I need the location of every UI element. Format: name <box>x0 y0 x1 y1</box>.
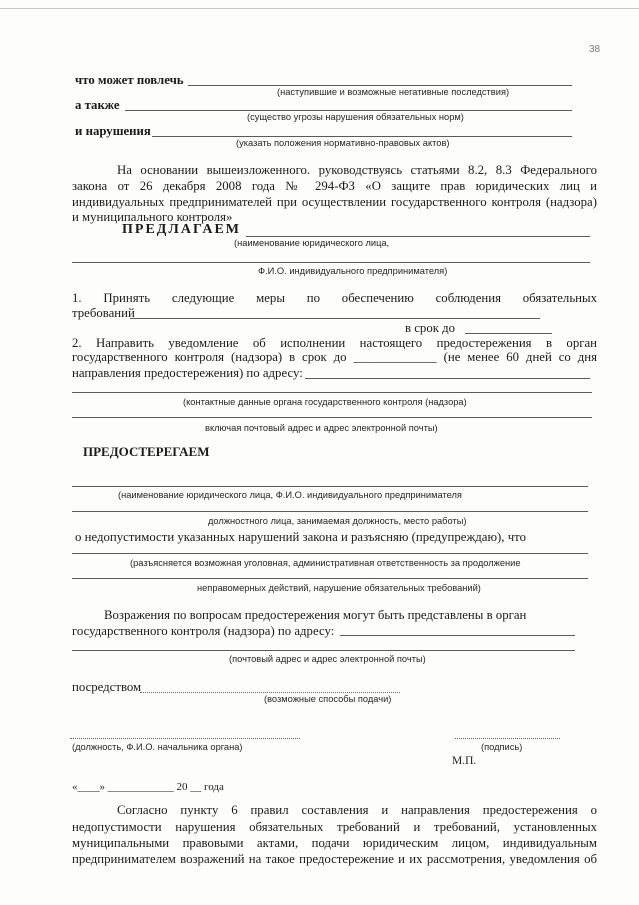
paragraph-line: индивидуальных предпринимателей при осуществлении государственного контроля (надзора) <box>72 195 597 209</box>
also-fill-line <box>125 110 572 111</box>
item-2-caption-2: включая почтовый адрес и адрес электронной почты) <box>205 423 438 433</box>
objections-fill-line <box>72 650 575 651</box>
item-1-line: 1. Принять следующие меры по обеспечению соблюдения обязательных <box>72 291 597 305</box>
consequences-label: что может повлечь <box>75 73 184 87</box>
position-sign-line <box>70 738 300 739</box>
warn-fill-line-3 <box>72 553 588 554</box>
signature-caption: (подпись) <box>481 742 523 752</box>
violations-fill-line <box>152 136 572 137</box>
stamp-mark: М.П. <box>452 755 477 767</box>
paragraph-line: На основании вышеизложенного. руководствуясь статьями 8.2, 8.3 Федерального <box>117 163 597 177</box>
paragraph-line: Согласно пункту 6 правил составления и направления предостережения о <box>117 803 597 817</box>
consequences-caption: (наступившие и возможные негативные последствия) <box>277 87 510 97</box>
violations-caption: (указать положения нормативно-правовых актов) <box>236 138 450 148</box>
signature-line <box>455 738 560 739</box>
propose-caption-1: (наименование юридического лица, <box>234 238 390 248</box>
paragraph-line: недопустимости нарушения обязательных требований и требований, установленных <box>72 820 597 834</box>
warn-statement: о недопустимости указанных нарушений закона и разъясняю (предупреждаю), что <box>75 530 526 544</box>
also-caption: (существо угрозы нарушения обязательных норм) <box>247 112 464 122</box>
paragraph-line: муниципальными правовыми актами, подачи юридическим лицом, индивидуальным <box>72 836 597 850</box>
propose-fill-line <box>246 236 590 237</box>
objections-via-caption: (возможные способы подачи) <box>264 694 392 704</box>
item-1-fill-line <box>130 318 540 319</box>
also-label: а также <box>75 98 120 112</box>
item-1-deadline-line <box>465 333 552 334</box>
item-1-requirements-label: требований <box>72 306 135 320</box>
item-2-fill-line-2 <box>72 417 592 418</box>
page-number: 38 <box>589 44 601 55</box>
objections-caption: (почтовый адрес и адрес электронной почты) <box>229 654 426 664</box>
paragraph-line: закона от 26 декабря 2008 года № 294-ФЗ «О защите прав юридических лиц и <box>72 179 597 193</box>
item-2-line: государственного контроля (надзора) в срок до _____________ (не менее 60 дней со дня <box>72 350 597 364</box>
propose-fill-line-2 <box>72 262 590 263</box>
objections-line: государственного контроля (надзора) по адресу: <box>72 624 335 638</box>
item-2-line: 2. Направить уведомление об исполнении настоящего предостережения в орган <box>72 336 597 350</box>
item-1-deadline-label: в срок до <box>405 321 456 335</box>
propose-caption-2: Ф.И.О. индивидуального предпринимателя) <box>258 266 448 276</box>
propose-heading: ПРЕДЛАГАЕМ <box>122 222 241 237</box>
warn-fill-line <box>72 486 588 487</box>
item-2-caption-1: (контактные данные органа государственного контроля (надзора) <box>183 397 467 407</box>
warn-heading: ПРЕДОСТЕРЕГАЕМ <box>83 444 210 459</box>
warn-caption-1: (наименование юридического лица, Ф.И.О. индивидуального предпринимателя <box>118 490 462 500</box>
warn-fill-line-4 <box>72 578 588 579</box>
consequences-fill-line <box>188 85 572 86</box>
objections-address-line <box>340 635 575 636</box>
warn-caption-4: неправомерных действий, нарушение обязательных требований) <box>197 583 481 593</box>
position-caption: (должность, Ф.И.О. начальника органа) <box>72 742 243 752</box>
objections-via-label: посредством <box>72 680 142 694</box>
warn-caption-3: (разъясняется возможная уголовная, административная ответственность за продолжение <box>130 558 521 568</box>
violations-label: и нарушения <box>75 124 151 138</box>
paragraph-line: предпринимателем возражений на такое предостережение и их рассмотрения, уведомления об <box>72 852 597 866</box>
scan-edge-line <box>0 8 639 9</box>
objections-via-line <box>140 692 400 693</box>
date-line: «____» ____________ 20 __ года <box>72 781 224 793</box>
objections-line: Возражения по вопросам предостережения могут быть представлены в орган <box>104 608 527 622</box>
warn-fill-line-2 <box>72 511 588 512</box>
paragraph-line: и муниципального контроля» <box>72 210 233 224</box>
item-2-line: направления предостережения) по адресу: <box>72 366 303 380</box>
item-2-address-line <box>305 378 590 379</box>
warn-caption-2: должностного лица, занимаемая должность, место работы) <box>208 516 467 526</box>
item-2-fill-line <box>72 392 592 393</box>
